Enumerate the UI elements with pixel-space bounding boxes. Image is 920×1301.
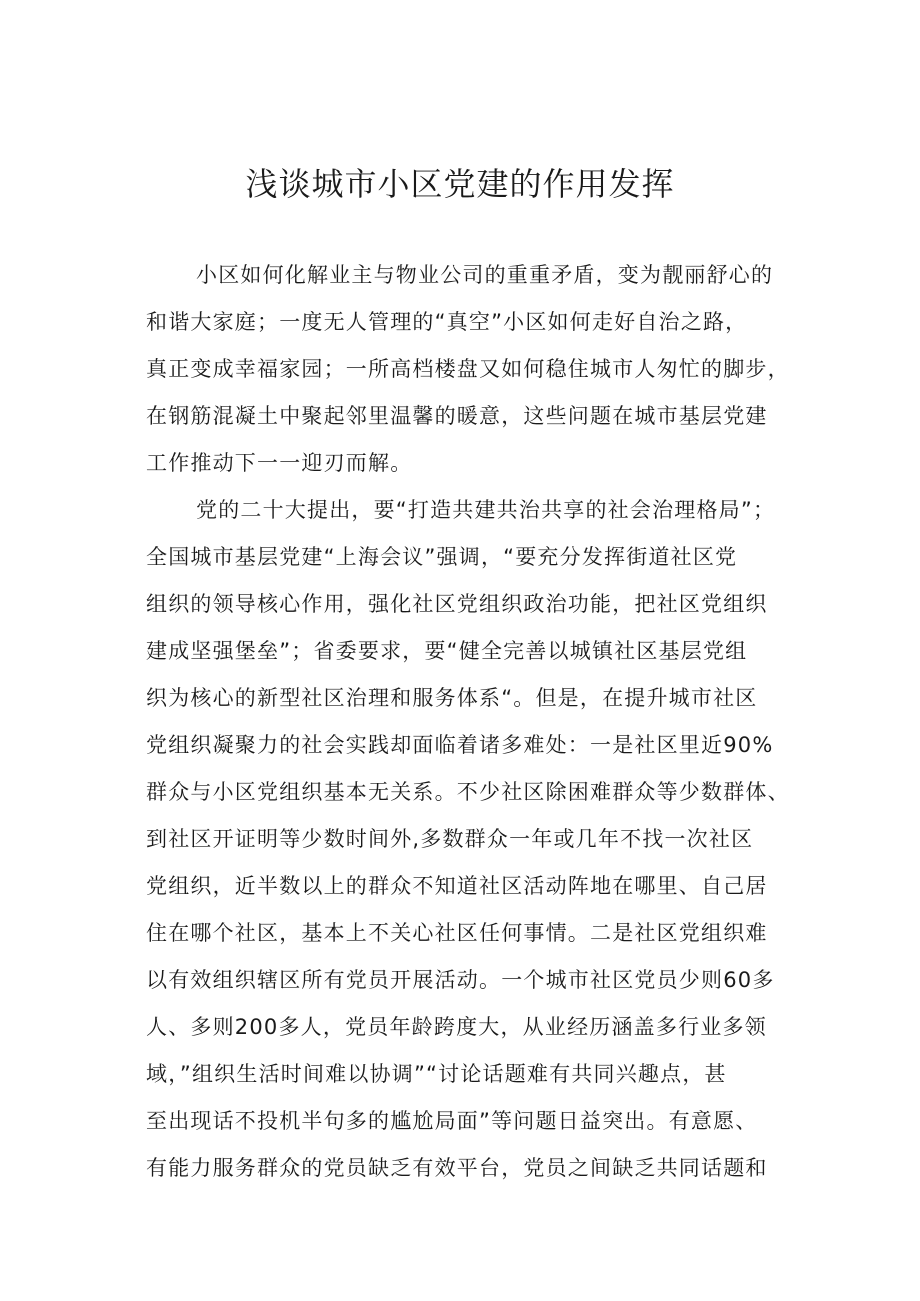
- text-line: 党组织，近半数以上的群众不知道社区活动阵地在哪里、自己居: [146, 874, 768, 898]
- text-line: 以有效组织辖区所有党员开展活动。一个城市社区党员少则60多: [146, 968, 775, 992]
- text-line: 住在哪个社区，基本上不关心社区任何事情。二是社区党组织难: [146, 921, 768, 945]
- text-line: 群众与小区党组织基本无关系。不少社区除困难群众等少数群体、: [146, 780, 790, 804]
- text-line: 域，”组织生活时间难以协调”“讨论话题难有共同兴趣点，甚: [146, 1062, 727, 1086]
- text-line: 党组织凝聚力的社会实践却面临着诸多难处：一是社区里近90%: [146, 733, 774, 757]
- text-line: 建成坚强堡垒”；省委要求，要“健全完善以城镇社区基层党组: [146, 639, 748, 663]
- text-line: 全国城市基层党建“上海会议”强调，“要充分发挥街道社区党: [146, 545, 738, 569]
- document-title: 浅谈城市小区党建的作用发挥: [245, 165, 675, 203]
- text-line: 至出现话不投机半句多的尴尬局面”等问题日益突出。有意愿、: [146, 1109, 758, 1133]
- text-line: 组织的领导核心作用，强化社区党组织政治功能，把社区党组织: [146, 592, 768, 616]
- text-line: 真正变成幸福家园；一所高档楼盘又如何稳住城市人匆忙的脚步，: [146, 357, 790, 381]
- text-line: 在钢筋混凝土中聚起邻里温馨的暖意，这些问题在城市基层党建: [146, 404, 768, 428]
- text-line: 有能力服务群众的党员缺乏有效平台，党员之间缺乏共同话题和: [146, 1156, 768, 1180]
- text-line: 党的二十大提出，要“打造共建共治共享的社会治理格局”；: [196, 498, 776, 522]
- text-line: 人、多则200多人，党员年龄跨度大，从业经历涵盖多行业多领: [146, 1015, 767, 1039]
- text-line: 到社区开证明等少数时间外,多数群众一年或几年不找一次社区: [146, 827, 754, 851]
- document-body: [146, 252, 826, 1192]
- text-line: 和谐大家庭；一度无人管理的“真空”小区如何走好自治之路，: [146, 310, 748, 334]
- text-line: 织为核心的新型社区治理和服务体系“。但是，在提升城市社区: [146, 686, 758, 710]
- text-line: 工作推动下一一迎刃而解。: [146, 451, 413, 475]
- text-line: 小区如何化解业主与物业公司的重重矛盾，变为靓丽舒心的: [196, 263, 774, 287]
